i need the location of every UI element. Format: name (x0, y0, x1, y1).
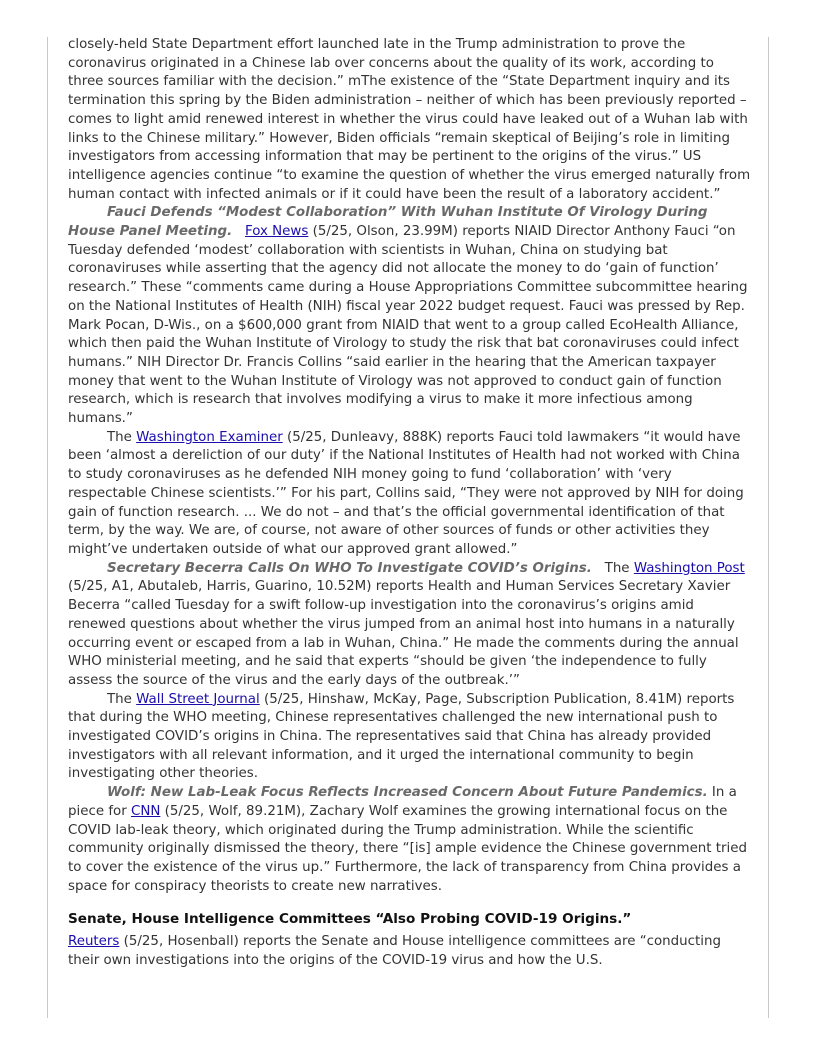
paragraph-becerra (68, 560, 752, 691)
source-link-washington-post[interactable]: Washington Post (633, 560, 745, 576)
paragraph-reuters (68, 933, 752, 970)
source-link-washington-examiner[interactable]: Washington Examiner (136, 429, 283, 445)
paragraph-state-dept-inquiry (68, 36, 752, 204)
paragraph-text: (5/25, Wolf, 89.21M), Zachary Wolf examines the growing international focus on the COVID lab-leak theory, which originated during the Trump administration. While the scientific community originally dismissed the theory, there “[is] ample evidence the Chinese government tried to cover the existence of the virus up.” Furthermore, the lack of transparency from China provides a space for conspiracy theorists to create new narratives. (68, 803, 748, 894)
source-link-reuters[interactable]: Reuters (68, 934, 120, 950)
source-link-wall-street-journal[interactable]: Wall Street Journal (136, 691, 260, 707)
paragraph-wolf-lab-leak (68, 784, 752, 896)
story-headline: Wolf: New Lab-Leak Focus Reflects Increased Concern About Future Pandemics. (107, 785, 708, 801)
paragraph-lead: In a piece for (68, 785, 737, 819)
paragraph-text: (5/25, Olson, 23.99M) reports NIAID Director Anthony Fauci “on Tuesday defended ‘modest’ collaboration with scientists in Wuhan, China on studying bat coronaviruses while asserting that the agency did not allocate the money to do ‘gain of function’ research.” These “comments came during a House Appropriations Committee subcommittee hearing on the National Institutes of Health (NIH) fiscal year 2022 budget request. Fauci was pressed by Rep. Mark Pocan, D-Wis., on a $600,000 grant from NIAID that went to a group called EcoHealth Alliance, which then paid the Wuhan Institute of Virology to study the risk that bat coronaviruses could infect humans.” NIH Director Dr. Francis Collins “said earlier in the hearing that the American taxpayer money that went to the Wuhan Institute of Virology was not approved to conduct gain of function research, which is research that involves modifying a virus to make it more infectious among humans.” (68, 224, 748, 427)
paragraph-text: (5/25, Hosenball) reports the Senate and House intelligence committees are “conducting their own investigations into the origins of the COVID-19 virus and how the U.S. (68, 934, 721, 968)
paragraph-text: closely-held State Department effort launched late in the Trump administration to prove the coronavirus originated in a Chinese lab over concerns about the quality of its work, according to three sources familiar with the decision.” mThe existence of the “State Department inquiry and its termination this spring by the Biden administration – neither of which has been previously reported – comes to light amid renewed interest in whether the virus could have leaked out of a Wuhan lab with links to the Chinese military.” However, Biden officials “remain skeptical of Beijing’s role in limiting investigators from accessing information that may be pertinent to the origins of the virus.” US intelligence agencies continue “to examine the question of whether the virus emerged naturally from human contact with infected animals or if it could have been the result of a laboratory accident.” (68, 37, 751, 202)
page-border-right (768, 37, 769, 1018)
paragraph-lead: The (604, 560, 634, 576)
page-border-left (47, 37, 48, 1018)
paragraph-washington-examiner (68, 429, 752, 560)
paragraph-text: (5/25, Hinshaw, McKay, Page, Subscription Publication, 8.41M) reports that during the WHO meeting, Chinese representatives challenged the new international push to investigated COVID’s origins in China. The representatives said that China has already provided investigators with all relevant information, and it urged the international community to begin investigating other theories. (68, 691, 735, 782)
source-link-cnn[interactable]: CNN (130, 803, 161, 819)
paragraph-wall-street-journal (68, 691, 752, 785)
source-link-fox-news[interactable]: Fox News (244, 224, 309, 240)
paragraph-text: (5/25, A1, Abutaleb, Harris, Guarino, 10.52M) reports Health and Human Services Secretary Xavier Becerra “called Tuesday for a swift follow-up investigation into the coronavirus’s origins amid renewed questions about whether the virus jumped from an animal host into humans in a naturally occurring event or escaped from a lab in Wuhan, China.” He made the comments during the annual WHO ministerial meeting, and he said that experts “should be given ‘the independence to fully assess the source of the virus and the early days of the outbreak.’” (68, 579, 739, 688)
paragraph-lead: The (107, 691, 137, 707)
paragraph-fauci-defends (68, 204, 752, 428)
paragraph-text: (5/25, Dunleavy, 888K) reports Fauci told lawmakers “it would have been ‘almost a dereliction of our duty’ if the National Institutes of Health had not worked with China to study coronaviruses as he defended NIH money going to fund ‘collaboration’ with ‘very respectable Chinese scientists.’” For his part, Collins said, “They were not approved by NIH for doing gain of function research. ... We do not – and that’s the official governmental identification of that term, by the way. We are, of course, not aware of other sources of funds or other activities they might’ve undertaken outside of what our approved grant allowed.” (68, 429, 744, 557)
paragraph-lead: The (107, 429, 137, 445)
story-headline: Secretary Becerra Calls On WHO To Investigate COVID’s Origins. (107, 560, 592, 576)
document-body (68, 36, 752, 970)
story-headline: Fauci Defends “Modest Collaboration” With Wuhan Institute Of Virology During House Panel Meeting. (68, 205, 708, 240)
section-heading: Senate, House Intelligence Committees “Also Probing COVID-19 Origins.” (68, 911, 632, 928)
